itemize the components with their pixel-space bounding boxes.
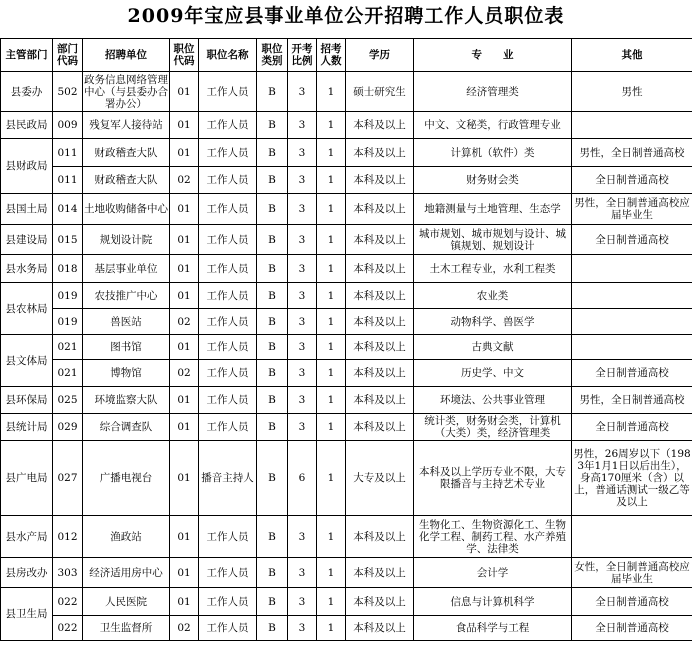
position-code-cell: 01 — [170, 112, 199, 139]
count-cell: 1 — [317, 72, 346, 112]
category-cell: B — [257, 139, 288, 167]
category-cell: B — [257, 616, 288, 641]
other-cell: 全日制普通高校 — [572, 360, 692, 387]
table-row — [1, 335, 692, 360]
position-code-cell: 01 — [170, 194, 199, 225]
dept-cell: 县卫生局 — [1, 588, 53, 641]
dept-code-cell: 029 — [53, 414, 83, 441]
unit-cell: 综合调查队 — [83, 414, 170, 441]
other-cell — [572, 112, 692, 139]
count-cell: 1 — [317, 414, 346, 441]
major-cell: 中文、文秘类，行政管理专业 — [414, 112, 572, 139]
position-name-cell: 工作人员 — [199, 255, 257, 283]
header-row — [1, 39, 692, 72]
position-code-cell: 01 — [170, 387, 199, 414]
dept-cell: 县文体局 — [1, 335, 53, 387]
category-cell: B — [257, 112, 288, 139]
position-name-cell: 工作人员 — [199, 588, 257, 616]
major-cell: 计算机（软件）类 — [414, 139, 572, 167]
table-row — [1, 441, 692, 516]
dept-code-cell: 022 — [53, 588, 83, 616]
category-cell: B — [257, 72, 288, 112]
major-cell: 古典文献 — [414, 335, 572, 360]
ratio-cell: 3 — [288, 194, 317, 225]
ratio-cell: 3 — [288, 616, 317, 641]
dept-code-cell: 014 — [53, 194, 83, 225]
major-cell: 历史学、中文 — [414, 360, 572, 387]
count-cell: 1 — [317, 255, 346, 283]
position-name-cell: 工作人员 — [199, 112, 257, 139]
header-cell: 其他 — [572, 39, 692, 72]
count-cell: 1 — [317, 441, 346, 516]
position-code-cell: 01 — [170, 414, 199, 441]
dept-code-cell: 015 — [53, 225, 83, 255]
other-cell — [572, 255, 692, 283]
major-cell: 财务财会类 — [414, 167, 572, 194]
header-cell: 部门代码 — [53, 39, 83, 72]
dept-code-cell: 011 — [53, 167, 83, 194]
education-cell: 本科及以上 — [346, 139, 414, 167]
count-cell: 1 — [317, 167, 346, 194]
position-code-cell: 01 — [170, 516, 199, 558]
header-cell: 专 业 — [414, 39, 572, 72]
unit-cell: 政务信息网络管理中心（与县委办合署办公） — [84, 73, 168, 110]
education-cell: 本科及以上 — [346, 387, 414, 414]
category-cell: B — [257, 194, 288, 225]
other-cell: 全日制普通高校 — [572, 588, 692, 616]
other-cell: 男性，全日制普通高校 — [572, 387, 692, 414]
position-code-cell: 01 — [170, 441, 199, 516]
category-cell: B — [257, 225, 288, 255]
count-cell: 1 — [317, 616, 346, 641]
ratio-cell: 3 — [288, 72, 317, 112]
unit-cell: 渔政站 — [83, 516, 170, 558]
ratio-cell: 3 — [288, 225, 317, 255]
dept-code-cell: 303 — [53, 558, 83, 588]
count-cell: 1 — [317, 588, 346, 616]
unit-cell: 人民医院 — [83, 588, 170, 616]
header-cell: 职位名称 — [199, 39, 257, 72]
position-code-cell: 01 — [170, 139, 199, 167]
dept-code-cell: 027 — [53, 441, 83, 516]
position-code-cell: 02 — [170, 309, 199, 335]
major-cell: 地籍测量与土地管理、生态学 — [414, 194, 572, 225]
education-cell: 本科及以上 — [346, 335, 414, 360]
education-cell: 本科及以上 — [346, 255, 414, 283]
table-row — [1, 225, 692, 255]
position-name-cell: 工作人员 — [199, 167, 257, 194]
unit-cell: 残复军人接待站 — [83, 112, 170, 139]
table-row — [1, 516, 692, 558]
dept-code-cell: 012 — [53, 516, 83, 558]
table-row — [1, 194, 692, 225]
other-cell — [572, 335, 692, 360]
ratio-cell: 6 — [288, 441, 317, 516]
dept-code-cell: 022 — [53, 616, 83, 641]
position-name-cell: 工作人员 — [199, 194, 257, 225]
table-row — [1, 616, 692, 641]
other-cell: 男性，全日制普通高校应届毕业生 — [572, 194, 692, 225]
ratio-cell: 3 — [288, 255, 317, 283]
category-cell: B — [257, 255, 288, 283]
position-name-cell: 工作人员 — [199, 558, 257, 588]
dept-code-cell: 502 — [53, 72, 83, 112]
category-cell: B — [257, 309, 288, 335]
table-row — [1, 167, 692, 194]
dept-cell: 县农林局 — [1, 283, 53, 335]
position-name-cell: 工作人员 — [199, 335, 257, 360]
other-cell — [572, 283, 692, 309]
dept-cell: 县财政局 — [1, 139, 53, 194]
table-row — [1, 72, 692, 112]
ratio-cell: 3 — [288, 309, 317, 335]
dept-cell: 县房改办 — [1, 558, 53, 588]
dept-code-cell: 011 — [53, 139, 83, 167]
position-name-cell: 工作人员 — [199, 283, 257, 309]
other-cell — [572, 309, 692, 335]
ratio-cell: 3 — [288, 335, 317, 360]
count-cell: 1 — [317, 558, 346, 588]
major-cell: 信息与计算机科学 — [414, 588, 572, 616]
ratio-cell: 3 — [288, 558, 317, 588]
position-name-cell: 工作人员 — [199, 309, 257, 335]
unit-cell: 环境监察大队 — [83, 387, 170, 414]
major-cell: 统计类，财务财会类，计算机（大类）类，经济管理类 — [414, 414, 572, 441]
education-cell: 本科及以上 — [346, 558, 414, 588]
ratio-cell: 3 — [288, 387, 317, 414]
category-cell: B — [257, 516, 288, 558]
category-cell: B — [257, 360, 288, 387]
category-cell: B — [257, 414, 288, 441]
count-cell: 1 — [317, 194, 346, 225]
position-code-cell: 01 — [170, 255, 199, 283]
dept-code-cell: 021 — [53, 360, 83, 387]
page-title: 2009年宝应县事业单位公开招聘工作人员职位表 — [127, 4, 565, 27]
unit-cell: 经济适用房中心 — [83, 558, 170, 588]
other-cell: 男性 — [572, 72, 692, 112]
position-code-cell: 01 — [170, 588, 199, 616]
education-cell: 大专及以上 — [346, 441, 414, 516]
count-cell: 1 — [317, 335, 346, 360]
major-cell: 会计学 — [414, 558, 572, 588]
major-cell: 动物科学、兽医学 — [414, 309, 572, 335]
dept-cell: 县水产局 — [1, 516, 53, 558]
unit-cell: 基层事业单位 — [83, 255, 170, 283]
count-cell: 1 — [317, 516, 346, 558]
dept-code-cell: 021 — [53, 335, 83, 360]
dept-cell: 县建设局 — [1, 225, 53, 255]
position-code-cell: 01 — [170, 558, 199, 588]
count-cell: 1 — [317, 225, 346, 255]
table-row — [1, 283, 692, 309]
count-cell: 1 — [317, 283, 346, 309]
ratio-cell: 3 — [288, 167, 317, 194]
education-cell: 本科及以上 — [346, 414, 414, 441]
education-cell: 本科及以上 — [346, 194, 414, 225]
count-cell: 1 — [317, 112, 346, 139]
dept-code-cell: 019 — [53, 283, 83, 309]
position-code-cell: 02 — [170, 616, 199, 641]
position-name-cell: 工作人员 — [199, 72, 257, 112]
major-cell: 经济管理类 — [414, 72, 572, 112]
position-code-cell: 01 — [170, 283, 199, 309]
count-cell: 1 — [317, 360, 346, 387]
position-code-cell: 01 — [170, 72, 199, 112]
unit-cell: 土地收购储备中心 — [83, 194, 170, 225]
unit-cell: 规划设计院 — [83, 225, 170, 255]
category-cell: B — [257, 588, 288, 616]
category-cell: B — [257, 441, 288, 516]
position-name-cell: 工作人员 — [199, 387, 257, 414]
position-code-cell: 01 — [170, 225, 199, 255]
category-cell: B — [257, 387, 288, 414]
education-cell: 本科及以上 — [346, 309, 414, 335]
ratio-cell: 3 — [288, 360, 317, 387]
education-cell: 本科及以上 — [346, 167, 414, 194]
position-code-cell: 02 — [170, 167, 199, 194]
major-cell: 环境法、公共事业管理 — [414, 387, 572, 414]
table-row — [1, 112, 692, 139]
unit-cell: 图书馆 — [83, 335, 170, 360]
education-cell: 本科及以上 — [346, 616, 414, 641]
category-cell: B — [257, 558, 288, 588]
unit-cell: 广播电视台 — [83, 441, 170, 516]
dept-cell: 县国土局 — [1, 194, 53, 225]
education-cell: 本科及以上 — [346, 225, 414, 255]
header-cell: 职位类别 — [257, 39, 288, 72]
major-cell: 土木工程专业，水利工程类 — [414, 255, 572, 283]
ratio-cell: 3 — [288, 516, 317, 558]
count-cell: 1 — [317, 139, 346, 167]
unit-cell: 卫生监督所 — [83, 616, 170, 641]
table-row — [1, 139, 692, 167]
position-name-cell: 工作人员 — [199, 139, 257, 167]
unit-cell: 农技推广中心 — [83, 283, 170, 309]
unit-cell: 财政稽查大队 — [83, 167, 170, 194]
position-name-cell: 工作人员 — [199, 360, 257, 387]
other-cell: 全日制普通高校 — [572, 616, 692, 641]
dept-cell: 县广电局 — [1, 441, 53, 516]
header-cell: 学历 — [346, 39, 414, 72]
education-cell: 本科及以上 — [346, 112, 414, 139]
dept-code-cell: 009 — [53, 112, 83, 139]
ratio-cell: 3 — [288, 139, 317, 167]
dept-code-cell: 018 — [53, 255, 83, 283]
ratio-cell: 3 — [288, 283, 317, 309]
major-cell: 农业类 — [414, 283, 572, 309]
major-cell: 食品科学与工程 — [414, 616, 572, 641]
education-cell: 本科及以上 — [346, 360, 414, 387]
table-row — [1, 558, 692, 588]
unit-cell: 兽医站 — [83, 309, 170, 335]
dept-cell: 县统计局 — [1, 414, 53, 441]
header-cell: 主管部门 — [1, 39, 53, 72]
other-cell: 男性，26周岁以下（1983年1月1日以后出生），身高170厘米（含）以上，普通话测试一级乙等及以上 — [572, 441, 692, 516]
dept-cell: 县水务局 — [1, 255, 53, 283]
position-name-cell: 工作人员 — [199, 414, 257, 441]
other-cell: 全日制普通高校 — [572, 414, 692, 441]
table-row — [1, 588, 692, 616]
table-row — [1, 309, 692, 335]
table-row — [1, 387, 692, 414]
table-row — [1, 255, 692, 283]
position-name-cell: 工作人员 — [199, 225, 257, 255]
ratio-cell: 3 — [288, 112, 317, 139]
position-code-cell: 02 — [170, 360, 199, 387]
other-cell: 全日制普通高校 — [572, 225, 692, 255]
education-cell: 本科及以上 — [346, 283, 414, 309]
dept-code-cell: 019 — [53, 309, 83, 335]
dept-code-cell: 025 — [53, 387, 83, 414]
table-row — [1, 414, 692, 441]
major-cell: 城市规划、城市规划与设计、城镇规划、规划设计 — [414, 225, 572, 255]
dept-cell: 县环保局 — [1, 387, 53, 414]
other-cell: 女性，全日制普通高校应届毕业生 — [572, 558, 692, 588]
header-cell: 开考比例 — [288, 39, 317, 72]
ratio-cell: 3 — [288, 588, 317, 616]
education-cell: 本科及以上 — [346, 516, 414, 558]
header-cell: 职位代码 — [170, 39, 199, 72]
category-cell: B — [257, 335, 288, 360]
other-cell: 男性，全日制普通高校 — [572, 139, 692, 167]
position-name-cell: 工作人员 — [199, 516, 257, 558]
unit-cell: 财政稽查大队 — [83, 139, 170, 167]
header-cell: 招聘单位 — [83, 39, 170, 72]
major-cell: 生物化工、生物资源化工、生物化学工程、制药工程、水产养殖学、法律类 — [414, 516, 572, 558]
table-row — [1, 360, 692, 387]
unit-cell: 博物馆 — [83, 360, 170, 387]
count-cell: 1 — [317, 387, 346, 414]
position-name-cell: 工作人员 — [199, 616, 257, 641]
education-cell: 本科及以上 — [346, 588, 414, 616]
header-cell: 招考人数 — [317, 39, 346, 72]
other-cell: 全日制普通高校 — [572, 167, 692, 194]
other-cell — [572, 516, 692, 558]
ratio-cell: 3 — [288, 414, 317, 441]
category-cell: B — [257, 167, 288, 194]
education-cell: 硕士研究生 — [346, 72, 414, 112]
dept-cell: 县民政局 — [1, 112, 53, 139]
position-name-cell: 播音主持人 — [199, 441, 257, 516]
category-cell: B — [257, 283, 288, 309]
count-cell: 1 — [317, 309, 346, 335]
dept-cell: 县委办 — [1, 72, 53, 112]
position-table — [0, 38, 692, 641]
position-code-cell: 01 — [170, 335, 199, 360]
major-cell: 本科及以上学历专业不限，大专限播音与主持艺术专业 — [414, 441, 572, 516]
